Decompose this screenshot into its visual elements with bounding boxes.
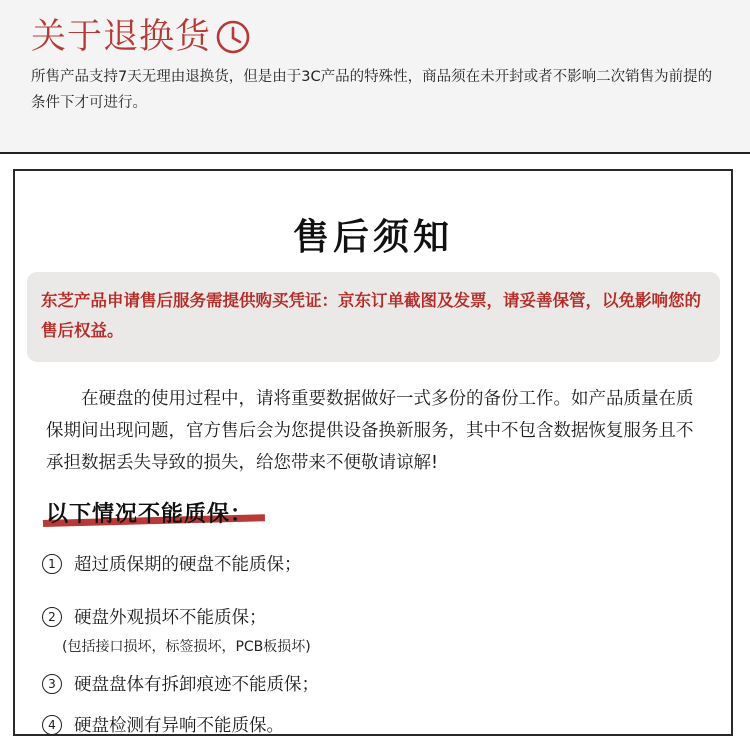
- list-item: [42, 551, 302, 576]
- returns-description: 所售产品支持7天无理由退换货，但是由于3C产品的特殊性，商品须在未开封或者不影响二次销售为前提的条件下才可进行。: [31, 69, 713, 111]
- clock-icon: [215, 19, 251, 55]
- warning-text: 东芝产品申请售后服务需提供购买凭证：京东订单截图及发票，请妥善保管，以免影响您的售后权益。: [41, 291, 701, 340]
- list-item-text: 硬盘盘体有拆卸痕迹不能质保；: [74, 675, 319, 695]
- list-item-text: 超过质保期的硬盘不能质保；: [74, 555, 302, 575]
- circled-number: 2: [42, 607, 62, 627]
- after-sales-area: [0, 154, 750, 751]
- returns-section: [0, 0, 750, 152]
- after-sales-notice-card: [13, 169, 733, 736]
- list-item: [42, 712, 284, 737]
- purchase-proof-warning: [27, 272, 720, 362]
- damage-note: (包括接口损坏，标签损坏，PCB板损坏): [62, 639, 311, 655]
- list-item-text: 硬盘检测有异响不能质保。: [74, 716, 284, 736]
- list-item: [42, 604, 267, 629]
- backup-paragraph: 在硬盘的使用过程中，请将重要数据做好一式多份的备份工作。如产品质量在质保期间出现问题，官方售后会为您提供设备换新服务，其中不包含数据恢复服务且不承担数据丢失导致的损失，给您带来不便敬请谅解!: [46, 389, 694, 473]
- circled-number: 4: [42, 715, 62, 735]
- circled-number: 3: [42, 674, 62, 694]
- circled-number: 1: [42, 554, 62, 574]
- returns-title-row: [31, 14, 251, 60]
- list-item-text: 硬盘外观损坏不能质保；: [74, 608, 267, 628]
- returns-title: 关于退换货: [31, 17, 212, 57]
- list-item: [42, 671, 319, 696]
- notice-title: 售后须知: [292, 217, 453, 258]
- no-warranty-heading: 以下情况不能质保：: [46, 502, 254, 527]
